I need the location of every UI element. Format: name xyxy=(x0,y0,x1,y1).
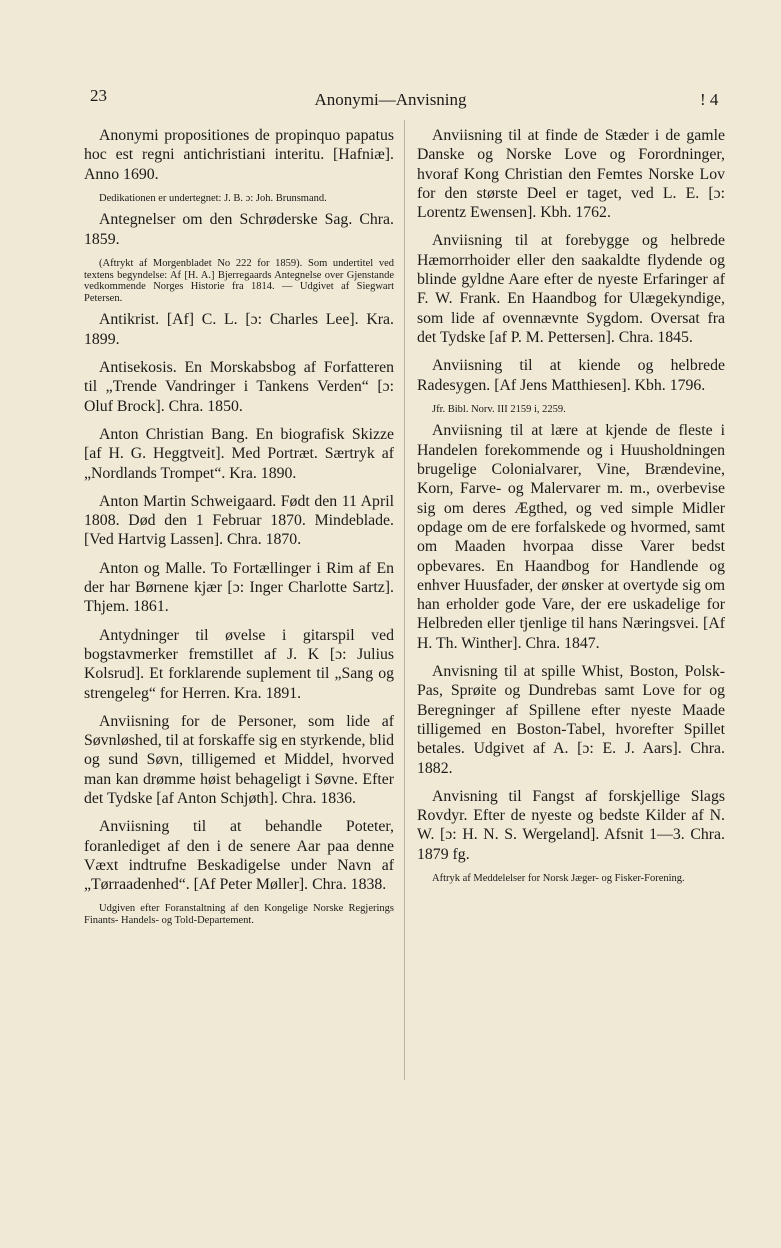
bibliography-entry: Antisekosis. En Morskabsbog af Forfatteren til „Trende Vandringer i Tankens Verden“ [ɔ: Oluf Brock]. Chra. 1850. xyxy=(84,359,394,415)
bibliography-entry: Anviisning for de Personer, som lide af Søvnløshed, til at forskaffe sig en styrkende, blid og sund Søvn, tilligemed et Middel, hvorved man kan drømme høist behageligt i Søvne. Efter det Tydske [af Anton Schjøth]. Chra. 1836. xyxy=(84,712,394,807)
bibliography-entry: Anton og Malle. To Fortællinger i Rim af En der har Børnene kjær [ɔ: Inger Charlotte Sartz]. Thjem. 1861. xyxy=(84,559,394,616)
column-mark: ! 4 xyxy=(700,90,719,109)
bibliography-entry: Anton Christian Bang. En biografisk Skizze [af H. G. Heggtveit]. Med Portræt. Særtryk af „Nordlands Trompet“. Kra. 1890. xyxy=(84,425,394,482)
bibliography-entry: Anonymi propositiones de propinquo papatus hoc est regni antichristiani interitu. [Hafniæ]. Anno 1690. xyxy=(84,127,394,183)
running-title: Anonymi—Anvisning xyxy=(314,90,467,109)
bibliography-entry: Anvisning til Fangst af forskjellige Slags Rovdyr. Efter de nyeste og bedste Kilder af N. W. [ɔ: H. N. S. Wergeland]. Afsnit 1—3. Chra. 1879 fg. xyxy=(417,787,725,863)
entry-note: (Aftrykt af Morgenbladet No 222 for 1859). Som undertitel ved textens begyndelse: Af [H. A.] Bjerregaards Antegnelse over Gjenstande vedkommende Norges Historie fra 1814. — Udgivet af Siegwart Petersen. xyxy=(84,258,394,304)
bibliography-entry: Anvisning til at spille Whist, Boston, Polsk-Pas, Sprøite og Dundrebas samt Love for og Beregninger af Spillene efter nyeste Maade tilligemed en Boston-Tabel, hvorefter Spillet betales. Udgivet af A. [ɔ: E. J. Aars]. Chra. 1882. xyxy=(417,663,725,777)
entry-note: Udgiven efter Foranstaltning af den Kongelige Norske Regjerings Finants- Handels- og Told-Departement. xyxy=(84,903,394,927)
entry-note: Jfr. Bibl. Norv. III 2159 i, 2259. xyxy=(432,403,566,415)
entry-note: Aftryk af Meddelelser for Norsk Jæger- og Fisker-Forening. xyxy=(432,872,685,884)
bibliography-entry: Antikrist. [Af] C. L. [ɔ: Charles Lee]. Kra. 1899. xyxy=(84,311,394,348)
column-divider xyxy=(404,120,405,1080)
bibliography-entry: Anviisning til at forebygge og helbrede Hæmorrhoider eller den saakaldte flydende og blinde gyldne Aare efter de nyeste Erfaringer af F. W. Frank. En Haandbog for Ulægekyndige, som lide af ovennævnte Sygdom. Oversat fra det Tydske [af P. M. Pettersen]. Chra. 1845. xyxy=(417,232,725,346)
left-column xyxy=(84,126,394,933)
bibliography-entry: Anviisning til at behandle Poteter, foranlediget af den i de senere Aar paa denne Væxt indtrufne Beskadigelse under Navn af „Tørraadenhed“. [Af Peter Møller]. Chra. 1838. xyxy=(84,818,394,894)
entry-note: Dedikationen er undertegnet: J. B. ɔ: Joh. Brunsmand. xyxy=(99,192,327,204)
bibliography-entry: Antydninger til øvelse i gitarspil ved bogstavmerker fremstillet af J. K [ɔ: Julius Kolsrud]. Et forklarende suplement til „Sang og strengeleg“ for Herren. Kra. 1891. xyxy=(84,626,394,702)
right-column xyxy=(417,126,725,891)
bibliography-entry: Antegnelser om den Schrøderske Sag. Chra. 1859. xyxy=(84,211,394,248)
bibliography-entry: Anviisning til at kiende og helbrede Radesygen. [Af Jens Matthiesen]. Kbh. 1796. xyxy=(417,357,725,394)
bibliography-entry: Anviisning til at lære at kjende de fleste i Handelen forekommende og i Huusholdningen brugelige Colonialvarer, Vine, Brændevine, Korn, Farve- og Malervarer m. m., overbevise sig om deres Ægthed, og ved simple Midler opdage om de ere forfalskede og hvormed, samt om Maaden hvorpaa disse Varer bedst opbevares. En Haandbog for Handlende og enhver Huusfader, der ønsker at overtyde sig om han erholder gode Vare, der ere uskadelige for Helbreden eller tjenlige til hans Næringsvei. [Af H. Th. Winther]. Chra. 1847. xyxy=(417,422,725,652)
page-header xyxy=(0,86,781,112)
bibliography-entry: Anton Martin Schweigaard. Født den 11 April 1808. Død den 1 Februar 1870. Mindeblade. [Ved Hartvig Lassen]. Chra. 1870. xyxy=(84,492,394,549)
page-number: 23 xyxy=(90,86,107,105)
bibliography-entry: Anviisning til at finde de Stæder i de gamle Danske og Norske Love og Forordninger, hvoraf Kong Christian den Femtes Norske Lov for den største Deel er taget, ved L. E. [ɔ: Lorentz Ewensen]. Kbh. 1762. xyxy=(417,127,725,222)
